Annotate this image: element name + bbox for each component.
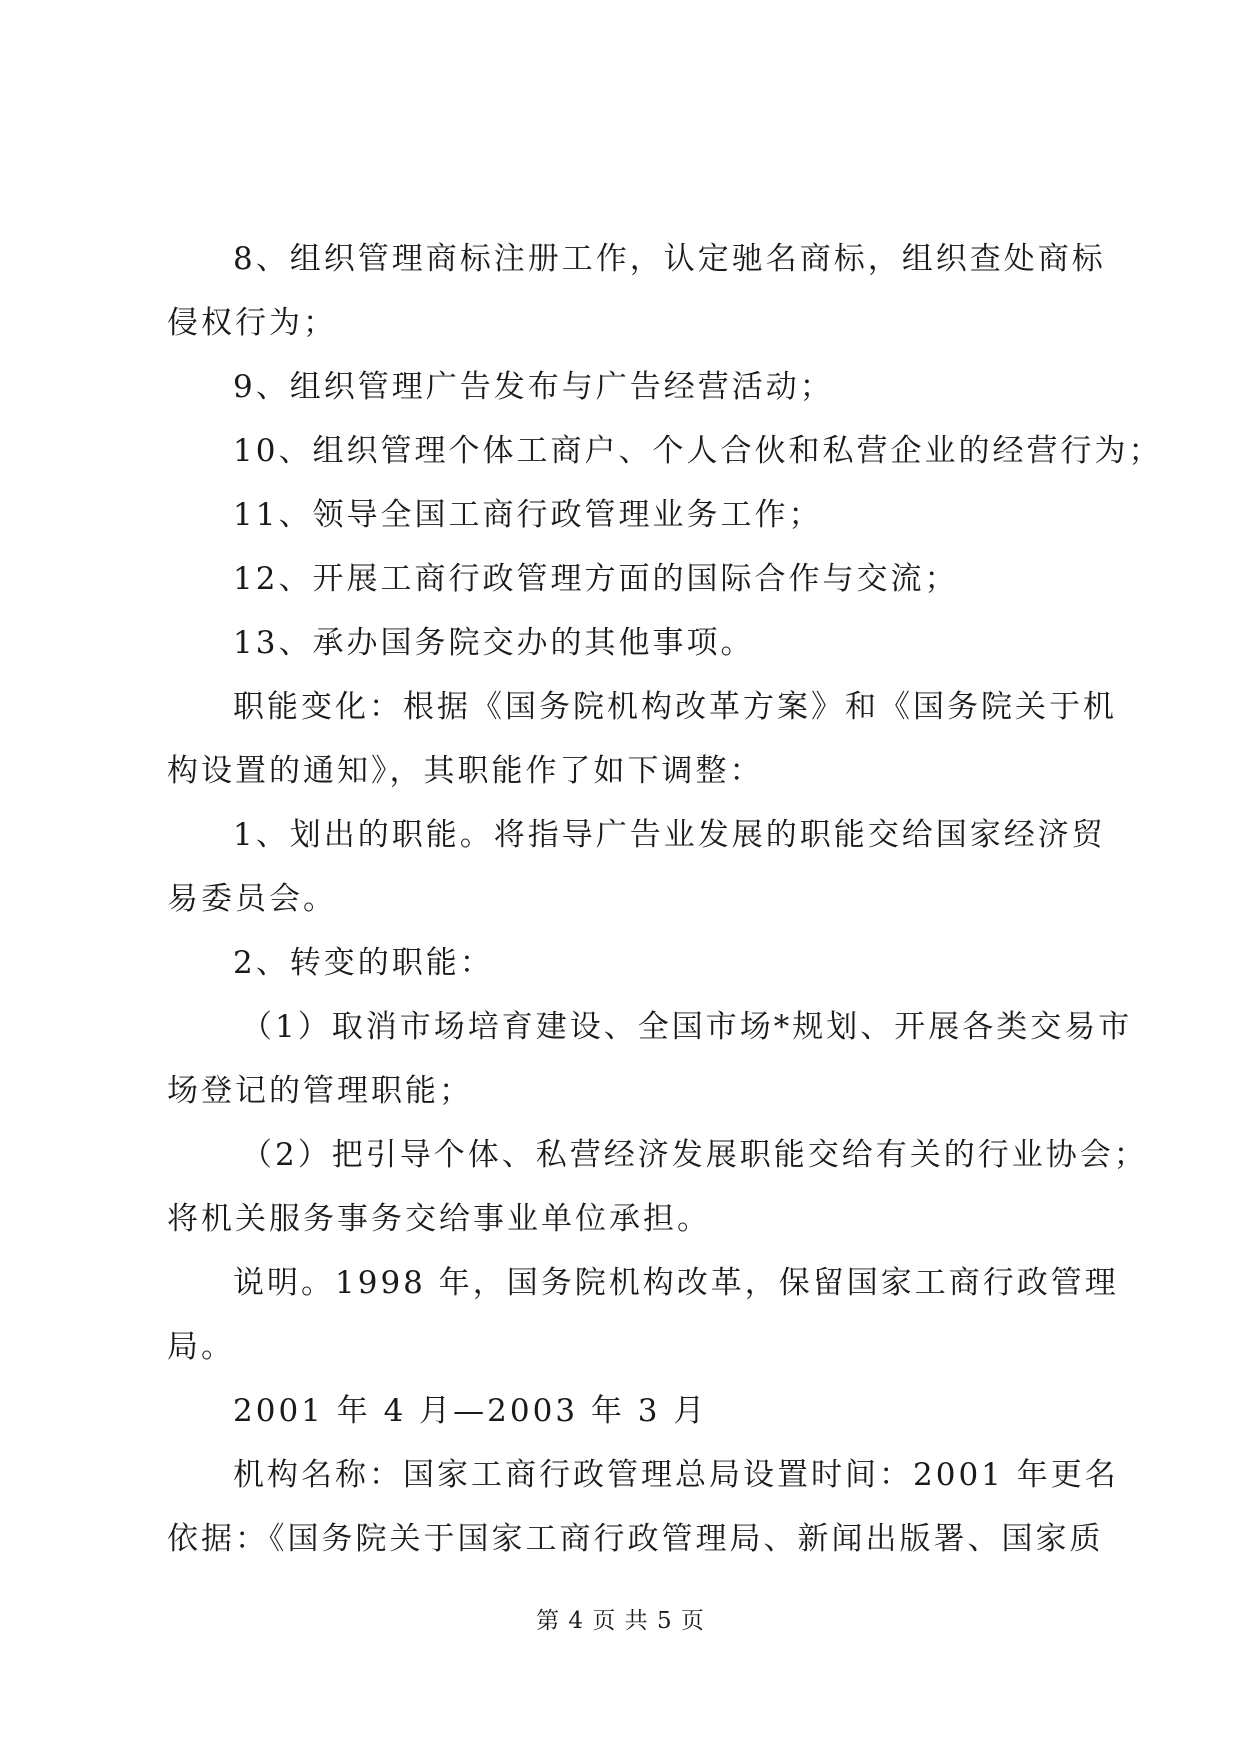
text-line: 构设置的通知》，其职能作了如下调整： [167, 753, 764, 789]
text-line: 场登记的管理职能； [167, 1073, 473, 1109]
text-line: 将机关服务事务交给事业单位承担。 [167, 1201, 711, 1237]
text-line: （2）把引导个体、私营经济发展职能交给有关的行业协会； [241, 1137, 1148, 1173]
text-line: 12、开展工商行政管理方面的国际合作与交流； [233, 561, 959, 597]
text-line: 说明。1998 年，国务院机构改革，保留国家工商行政管理 [233, 1265, 1119, 1301]
text-line: 8、组织管理商标注册工作，认定驰名商标，组织查处商标 [233, 241, 1106, 277]
text-line: （1）取消市场培育建设、全国市场*规划、开展各类交易市 [241, 1009, 1133, 1045]
text-line: 9、组织管理广告发布与广告经营活动； [233, 369, 834, 405]
text-line: 11、领导全国工商行政管理业务工作； [233, 497, 823, 533]
text-line: 1、划出的职能。将指导广告业发展的职能交给国家经济贸 [233, 817, 1106, 853]
text-line: 职能变化：根据《国务院机构改革方案》和《国务院关于机 [233, 689, 1117, 725]
text-line: 易委员会。 [167, 881, 337, 917]
text-line: 10、组织管理个体工商户、个人合伙和私营企业的经营行为； [233, 433, 1163, 469]
body-text [167, 227, 1163, 1571]
text-line: 2001 年 4 月—2003 年 3 月 [233, 1393, 708, 1429]
text-line: 依据：《国务院关于国家工商行政管理局、新闻出版署、国家质 [167, 1521, 1104, 1557]
text-line: 2、转变的职能： [233, 945, 494, 981]
text-line: 侵权行为； [167, 305, 337, 341]
text-line: 局。 [167, 1329, 235, 1365]
text-line: 13、承办国务院交办的其他事项。 [233, 625, 755, 661]
page-footer: 第 4 页 共 5 页 [536, 1608, 705, 1634]
text-line: 机构名称：国家工商行政管理总局设置时间：2001 年更名 [233, 1457, 1119, 1493]
